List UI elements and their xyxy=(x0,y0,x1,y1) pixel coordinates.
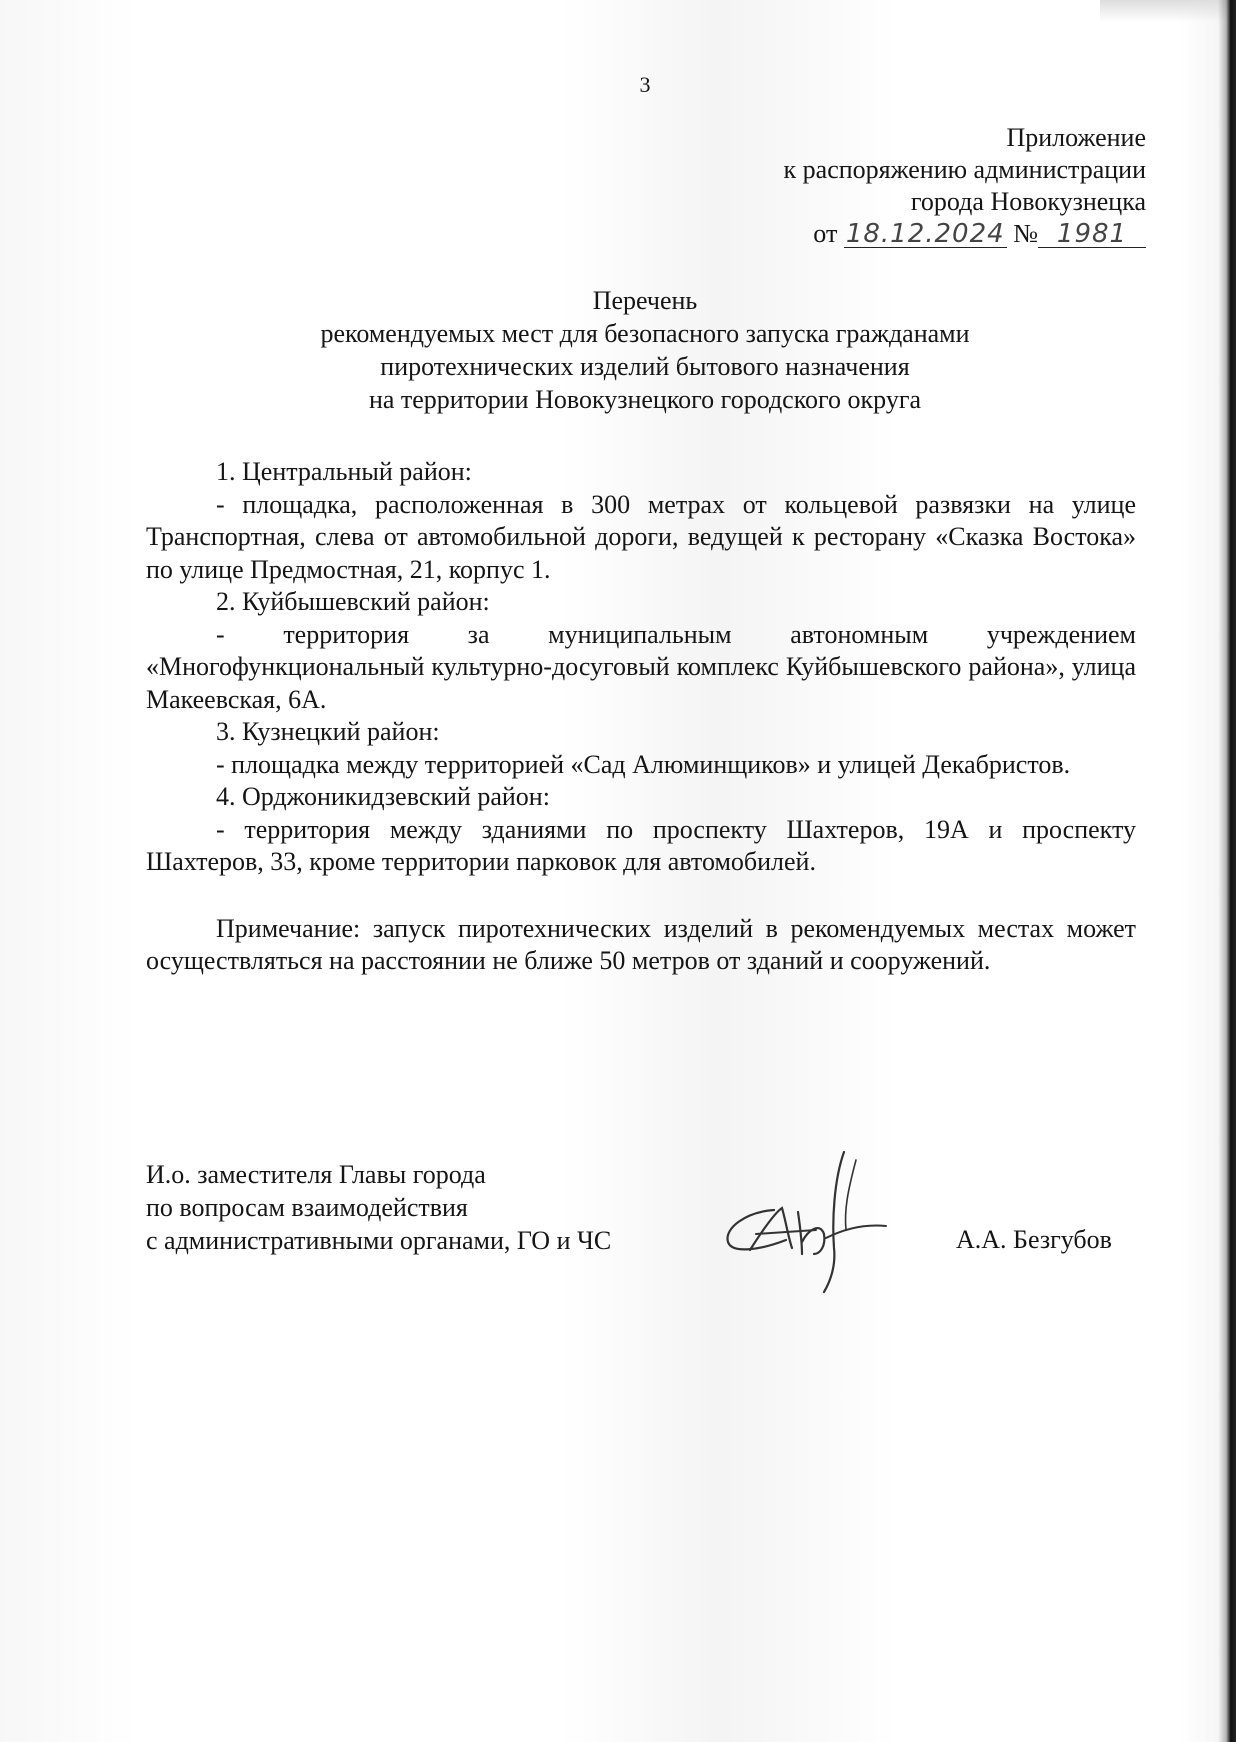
handwritten-date: 18.12.2024 xyxy=(845,219,1005,249)
appendix-date-number xyxy=(784,218,1146,250)
handwritten-number: 1981 xyxy=(1038,221,1146,248)
scan-edge-right xyxy=(1218,0,1236,1742)
title-line-1: Перечень xyxy=(592,286,698,315)
section-heading: 1. Центральный район: xyxy=(216,457,472,486)
number-sign: № xyxy=(1013,219,1038,248)
section-text: - площадка между территорией «Сад Алюминщиков» и улицей Декабристов. xyxy=(216,749,1071,779)
appendix-header xyxy=(784,122,1146,250)
page-number: 3 xyxy=(639,72,651,97)
scan-edge-top xyxy=(1100,0,1236,22)
section-text: - территория за муниципальным автономным учреждением «Многофункциональный культурно-досуговый комплекс Куйбышевского района», улица Макеевская, 6А. xyxy=(146,619,1136,714)
spacer xyxy=(146,879,1136,913)
signer-position-1: И.о. заместителя Главы города xyxy=(146,1160,486,1189)
document-body xyxy=(146,456,1136,978)
handwritten-signature-icon xyxy=(716,1150,896,1300)
note-paragraph: Примечание: запуск пиротехнических изделий в рекомендуемых местах может осуществляться на расстоянии не ближе 50 метров от зданий и сооружений. xyxy=(146,913,1136,975)
section-heading: 4. Орджоникидзевский район: xyxy=(216,782,550,811)
appendix-order-ref: к распоряжению администрации xyxy=(783,155,1146,184)
section-heading: 2. Куйбышевский район: xyxy=(216,587,490,616)
appendix-label: Приложение xyxy=(1006,123,1146,152)
appendix-city: города Новокузнецка xyxy=(910,187,1146,216)
signer-position-3: с административными органами, ГО и ЧС xyxy=(146,1226,612,1255)
title-line-3: пиротехнических изделий бытового назначения xyxy=(380,352,910,381)
date-prefix: от xyxy=(813,219,838,248)
section-text: - площадка, расположенная в 300 метрах от кольцевой развязки на улице Транспортная, слева от автомобильной дороги, ведущей к ресторану «Сказка Востока» по улице Предмостная, 21, корпус 1. xyxy=(146,489,1136,584)
signer-name: А.А. Безгубов xyxy=(956,1225,1112,1254)
document-title xyxy=(0,284,1236,416)
section-text: - территория между зданиями по проспекту Шахтеров, 19А и проспекту Шахтеров, 33, кроме территории парковок для автомобилей. xyxy=(146,814,1136,876)
title-line-2: рекомендуемых мест для безопасного запуска гражданами xyxy=(320,319,970,348)
signer-position-2: по вопросам взаимодействия xyxy=(146,1193,468,1222)
title-line-4: на территории Новокузнецкого городского округа xyxy=(368,385,922,414)
section-heading: 3. Кузнецкий район: xyxy=(216,717,440,746)
